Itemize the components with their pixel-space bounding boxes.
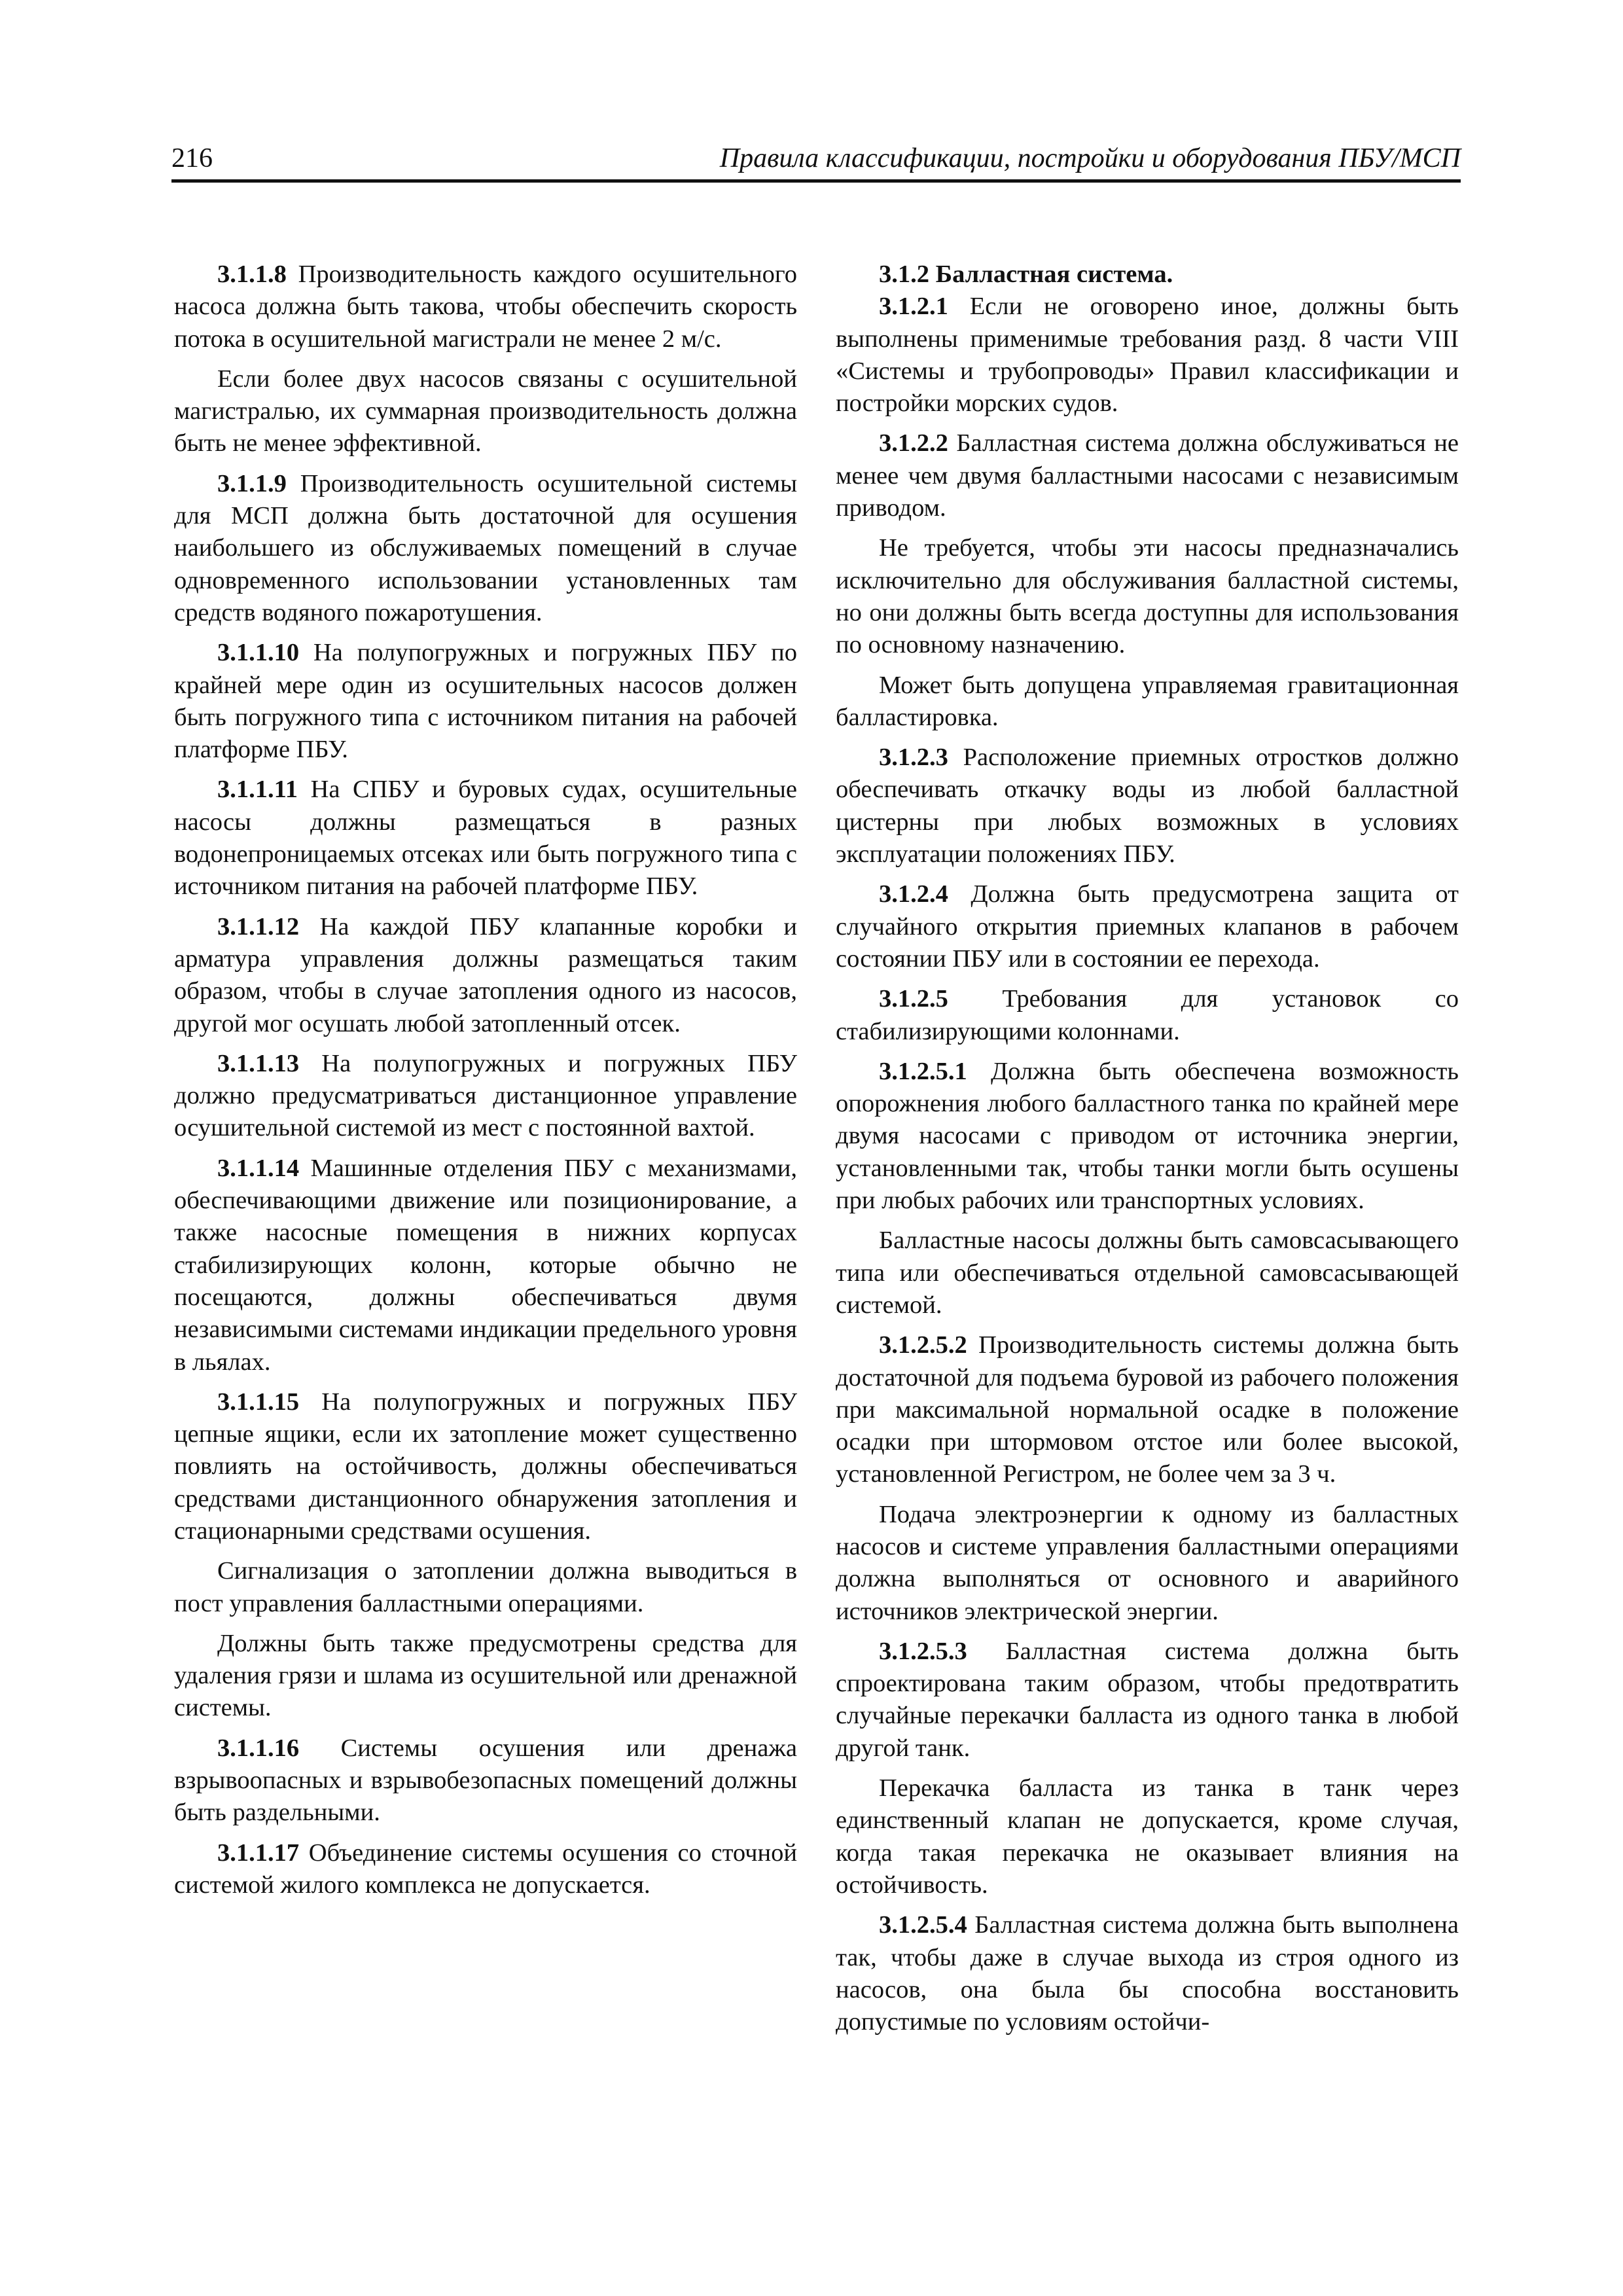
clause-number: 3.1.1.10 [217,639,300,667]
paragraph [836,1909,1459,2038]
paragraph [836,983,1459,1048]
paragraph [836,1772,1459,1901]
paragraph-text: Балластная система должна обслуживаться не менее чем двумя балластными насосами с независимым приводом. [836,429,1459,522]
paragraph [836,291,1459,420]
paragraph-text: Сигнализация о затоплении должна выводиться в пост управления балластными операциями. [174,1557,797,1617]
paragraph-text: Машинные отделения ПБУ с механизмами, обеспечивающими движение или позиционирование, а также насосные помещения в нижних корпусах стабилизирующих колонн, которые обычно не посещаются, должны обеспечиваться двумя независимыми системами индикации предельного уровня в льялах. [174,1154,797,1376]
paragraph [836,532,1459,661]
paragraph-text: Не требуется, чтобы эти насосы предназначались исключительно для обслуживания балластной системы, но они должны быть всегда доступны для использования по основному назначению. [836,534,1459,659]
paragraph [836,742,1459,870]
paragraph-text: На СПБУ и буровых судах, осушительные насосы должны размещаться в разных водонепроницаемых отсеках или быть погружного типа с источником питания на рабочей платформе ПБУ. [174,776,797,901]
paragraph [836,1499,1459,1628]
paragraph [836,1636,1459,1765]
running-title: Правила классификации, постройки и оборудования ПБУ/МСП [719,143,1461,173]
clause-number: 3.1.1.15 [217,1388,300,1416]
paragraph-text: Производительность системы должна быть достаточной для подъема буровой из рабочего положения при максимальной нормальной осадке в положение осадки при штормовом отстое или более высокой, установленной Регистром, не более чем за 3 ч. [836,1331,1459,1488]
paragraph-text: Может быть допущена управляемая гравитационная балластировка. [836,671,1459,731]
paragraph [836,878,1459,975]
paragraph [836,1225,1459,1321]
paragraph [174,363,797,460]
paragraph [836,670,1459,734]
paragraph-text: На полупогружных и погружных ПБУ цепные ящики, если их затопление может существенно повлиять на остойчивость, должны обеспечиваться средствами дистанционного обнаружения затопления и стационарными средствами осушения. [174,1388,797,1545]
clause-number: 3.1.1.17 [217,1839,300,1867]
paragraph-text: На каждой ПБУ клапанные коробки и арматура управления должны размещаться таким образом, чтобы в случае затопления одного из насосов, другой мог осушать любой затопленный отсек. [174,912,797,1037]
paragraph-text: Объединение системы осушения со сточной системой жилого комплекса не допускается. [174,1839,797,1899]
paragraph-text: Должна быть обеспечена возможность опорожнения любого балластного танка по крайней мере двумя насосами с приводом от источника энергии, установленными так, чтобы танки могли быть осушены при любых рабочих или транспортных условиях. [836,1057,1459,1215]
paragraph-text: Производительность каждого осушительного насоса должна быть такова, чтобы обеспечить скорость потока в осушительной магистрали не менее 2 м/с. [174,260,797,353]
paragraph-text: Балластная система должна быть спроектирована таким образом, чтобы предотвратить случайные перекачки балласта из одного танка в любой другой танк. [836,1637,1459,1762]
paragraph-text: Требования для установок со стабилизирующими колоннами. [836,985,1459,1045]
paragraph [174,1048,797,1145]
left-column [174,259,797,1909]
clause-number: 3.1.2.5 [879,985,948,1013]
clause-number: 3.1.1.8 [217,260,287,288]
clause-number: 3.1.2.5.4 [879,1911,967,1939]
paragraph [174,637,797,766]
paragraph [174,1732,797,1829]
clause-number: 3.1.2.5.2 [879,1331,967,1359]
paragraph [836,1329,1459,1490]
clause-number: 3.1.2.1 [879,293,948,321]
paragraph-text: На полупогружных и погружных ПБУ должно предусматриваться дистанционное управление осушительной системой из мест с постоянной вахтой. [174,1049,797,1142]
paragraph-text: Системы осушения или дренажа взрывоопасных и взрывобезопасных помещений должны быть раздельными. [174,1734,797,1827]
clause-number: 3.1.1.9 [217,469,287,497]
paragraph [174,1386,797,1547]
paragraph-text: Должна быть предусмотрена защита от случайного открытия приемных клапанов в рабочем состоянии ПБУ или в состоянии ее перехода. [836,880,1459,973]
paragraph [174,259,797,355]
paragraph [174,1837,797,1902]
clause-number: 3.1.1.16 [217,1734,300,1762]
paragraph-text: Подача электроэнергии к одному из балластных насосов и системе управления балластными операциями должна выполняться от основного и аварийного источников электрической энергии. [836,1500,1459,1625]
paragraph-text: Перекачка балласта из танка в танк через единственный клапан не допускается, кроме случая, когда такая перекачка не оказывает влияния на остойчивость. [836,1774,1459,1899]
clause-number: 3.1.2.3 [879,744,948,772]
paragraph-text: Расположение приемных отростков должно обеспечивать откачку воды из любой балластной цистерны при любых возможных в условиях эксплуатации положениях ПБУ. [836,744,1459,869]
paragraph [836,1056,1459,1217]
paragraph [836,427,1459,524]
clause-number: 3.1.1.12 [217,912,300,941]
paragraph [174,1153,797,1378]
header-rule [171,179,1461,183]
paragraph-text: Должны быть также предусмотрены средства для удаления грязи и шлама из осушительной или дренажной системы. [174,1629,797,1722]
paragraph [174,911,797,1040]
paragraph-text: Если более двух насосов связаны с осушительной магистралью, их суммарная производительность должна быть не менее эффективной. [174,365,797,457]
paragraph [174,468,797,629]
clause-number: 3.1.2 Балластная система. [879,260,1173,288]
paragraph-text: Если не оговорено иное, должны быть выполнены применимые требования разд. 8 части VIII «Системы и трубопроводы» Правил классификации и постройки морских судов. [836,293,1459,418]
paragraph-text: На полупогружных и погружных ПБУ по крайней мере один из осушительных насосов должен быть погружного типа с источником питания на рабочей платформе ПБУ. [174,639,797,764]
clause-number: 3.1.1.11 [217,776,298,804]
paragraph [836,259,1459,291]
page-number: 216 [171,143,213,173]
paragraph [174,1555,797,1620]
clause-number: 3.1.2.4 [879,880,948,908]
right-column [836,259,1459,2046]
clause-number: 3.1.2.5.3 [879,1637,967,1665]
paragraph [174,774,797,903]
clause-number: 3.1.1.13 [217,1049,300,1077]
paragraph-text: Балластные насосы должны быть самовсасывающего типа или обеспечиваться отдельной самовсасывающей системой. [836,1227,1459,1319]
clause-number: 3.1.2.5.1 [879,1057,967,1085]
clause-number: 3.1.2.2 [879,429,948,457]
clause-number: 3.1.1.14 [217,1154,300,1182]
page-header [171,131,1461,183]
paragraph [174,1628,797,1725]
paragraph-text: Производительность осушительной системы для МСП должна быть достаточной для осушения наибольшего из обслуживаемых помещений в случае одновременного использовании установленных там средств водяного пожаротушения. [174,469,797,626]
paragraph-text: Балластная система должна быть выполнена так, чтобы даже в случае выхода из строя одного из насосов, она была бы способна восстановить допустимые по условиям остойчи- [836,1911,1459,2036]
